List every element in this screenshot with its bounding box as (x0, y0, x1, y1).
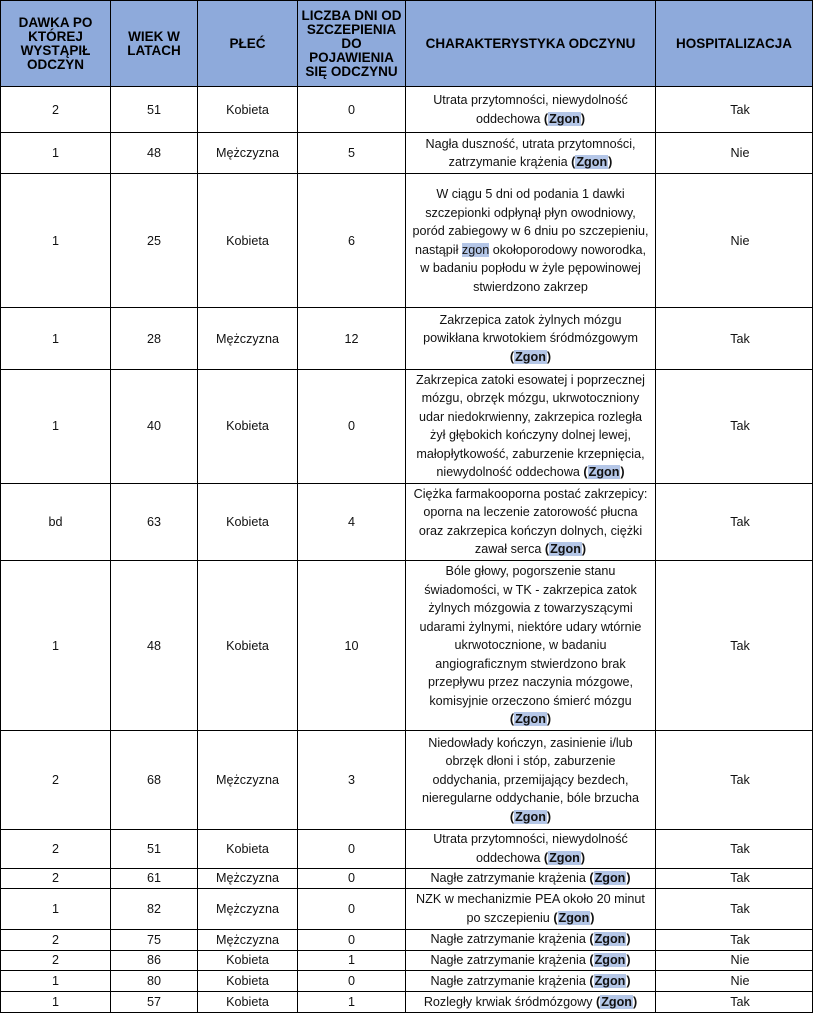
cell-characteristics: Niedowłady kończyn, zasinienie i/lub obrzęk dłoni i stóp, zaburzenie oddychania, przemijający bezdech, nieregularne oddychanie, bóle brzucha (Zgon) (406, 731, 656, 829)
cell-sex: Kobieta (198, 174, 298, 308)
table-row (1, 133, 813, 174)
zgon-badge: Zgon (594, 870, 626, 885)
cell-age: 80 (111, 970, 198, 991)
cell-dose: 2 (1, 87, 111, 133)
cell-age: 86 (111, 950, 198, 970)
table-row (1, 87, 813, 133)
zgon-badge: Zgon (549, 111, 580, 126)
cell-age: 51 (111, 87, 198, 133)
table-row (1, 483, 813, 560)
cell-days: 0 (298, 369, 406, 483)
cell-days: 0 (298, 87, 406, 133)
cell-characteristics: Utrata przytomności, niewydolność oddechowa (Zgon) (406, 87, 656, 133)
cell-dose: 1 (1, 308, 111, 369)
cell-days: 0 (298, 868, 406, 888)
cell-hospitalization: Nie (656, 950, 813, 970)
cell-sex: Kobieta (198, 950, 298, 970)
table-row (1, 174, 813, 308)
zgon-badge: Zgon (594, 932, 626, 947)
cell-dose: bd (1, 483, 111, 560)
cell-sex: Kobieta (198, 369, 298, 483)
reaction-text: Utrata przytomności, niewydolność oddechowa (433, 93, 628, 126)
reaction-text: Nagłe zatrzymanie krążenia (430, 953, 586, 968)
cell-sex: Mężczyzna (198, 929, 298, 950)
cell-dose: 1 (1, 174, 111, 308)
cell-characteristics: Bóle głowy, pogorszenie stanu świadomości, w TK - zakrzepica zatok żylnych mózgowia z towarzyszącymi udarami żylnymi, niektóre udary wtórnie ukrwotocznione, w badaniu angiograficznym stwierdzono brak przepływu przez naczynia mózgowe, komisyjnie orzeczono śmierć mózgu (Zgon) (406, 560, 656, 730)
cell-age: 61 (111, 868, 198, 888)
cell-age: 28 (111, 308, 198, 369)
table-row (1, 829, 813, 868)
cell-dose: 2 (1, 731, 111, 829)
cell-days: 4 (298, 483, 406, 560)
reaction-text: Zakrzepica zatoki esowatej i poprzecznej mózgu, obrzęk mózgu, ukrwotoczniony udar niedokrwienny, zakrzepica rozległa żył głębokich kończyny dolnej lewej, małopłytkowość, zaburzenie krzepnięcia, niewydolność oddechowa (416, 372, 645, 480)
table-row (1, 888, 813, 929)
cell-dose: 2 (1, 950, 111, 970)
cell-age: 75 (111, 929, 198, 950)
table-row (1, 868, 813, 888)
reaction-text: Ciężka farmakooporna postać zakrzepicy: oporna na leczenie zatorowość płucna oraz zakrzepica kończyn dolnych, ciężki zawał serca (413, 486, 648, 557)
table-row (1, 369, 813, 483)
cell-sex: Mężczyzna (198, 888, 298, 929)
cell-characteristics: Utrata przytomności, niewydolność oddechowa (Zgon) (406, 829, 656, 868)
zgon-badge: Zgon (515, 712, 546, 727)
header-characteristics: CHARAKTERYSTYKA ODCZYNU (406, 1, 656, 87)
zgon-badge: Zgon (594, 953, 626, 968)
zgon-badge: Zgon (601, 994, 632, 1009)
cell-age: 40 (111, 369, 198, 483)
zgon-badge: Zgon (550, 542, 581, 557)
table-header-row (1, 1, 813, 87)
cell-days: 6 (298, 174, 406, 308)
cell-age: 48 (111, 133, 198, 174)
zgon-badge: Zgon (576, 155, 608, 170)
cell-dose: 2 (1, 929, 111, 950)
cell-hospitalization: Tak (656, 991, 813, 1012)
cell-hospitalization: Nie (656, 970, 813, 991)
cell-days: 12 (298, 308, 406, 369)
cell-sex: Kobieta (198, 970, 298, 991)
cell-age: 82 (111, 888, 198, 929)
cell-dose: 1 (1, 560, 111, 730)
header-dose: DAWKA PO KTÓREJ WYSTĄPIŁ ODCZYN (1, 1, 111, 87)
cell-days: 3 (298, 731, 406, 829)
reaction-text: Nagłe zatrzymanie krążenia (430, 870, 586, 885)
cell-characteristics: Nagłe zatrzymanie krążenia (Zgon) (406, 868, 656, 888)
cell-sex: Kobieta (198, 87, 298, 133)
cell-sex: Mężczyzna (198, 868, 298, 888)
cell-age: 68 (111, 731, 198, 829)
cell-characteristics: Nagłe zatrzymanie krążenia (Zgon) (406, 929, 656, 950)
cell-hospitalization: Tak (656, 829, 813, 868)
cell-dose: 1 (1, 888, 111, 929)
reaction-text: Nagła duszność, utrata przytomności, zatrzymanie krążenia (425, 136, 636, 170)
cell-sex: Kobieta (198, 991, 298, 1012)
cell-dose: 1 (1, 991, 111, 1012)
cell-age: 48 (111, 560, 198, 730)
cell-days: 1 (298, 991, 406, 1012)
zgon-badge: Zgon (515, 349, 546, 364)
cell-characteristics: NZK w mechanizmie PEA około 20 minut po szczepieniu (Zgon) (406, 888, 656, 929)
cell-characteristics: Ciężka farmakooporna postać zakrzepicy: oporna na leczenie zatorowość płucna oraz zakrzepica kończyn dolnych, ciężki zawał serca (Zgon) (406, 483, 656, 560)
reaction-text: Rozległy krwiak śródmózgowy (423, 994, 593, 1009)
cell-sex: Kobieta (198, 829, 298, 868)
cell-characteristics: Nagłe zatrzymanie krążenia (Zgon) (406, 950, 656, 970)
cell-sex: Mężczyzna (198, 308, 298, 369)
cell-hospitalization: Nie (656, 174, 813, 308)
cell-dose: 2 (1, 868, 111, 888)
reaction-text: NZK w mechanizmie PEA około 20 minut po szczepieniu (416, 892, 645, 925)
reaction-text: Bóle głowy, pogorszenie stanu świadomości, w TK - zakrzepica zatok żylnych mózgowia z towarzyszącymi udarami żylnymi, niektóre udary wtórnie ukrwotocznione, w badaniu angiograficznym stwierdzono brak przepływu przez naczynia mózgowe, komisyjnie orzeczono śmierć mózgu (419, 564, 642, 708)
cell-sex: Mężczyzna (198, 133, 298, 174)
cell-characteristics: Rozległy krwiak śródmózgowy (Zgon) (406, 991, 656, 1012)
cell-dose: 1 (1, 369, 111, 483)
cell-hospitalization: Tak (656, 560, 813, 730)
cell-dose: 1 (1, 970, 111, 991)
cell-days: 5 (298, 133, 406, 174)
cell-hospitalization: Tak (656, 731, 813, 829)
cell-days: 1 (298, 950, 406, 970)
cell-hospitalization: Tak (656, 87, 813, 133)
cell-characteristics: Zakrzepica zatoki esowatej i poprzecznej mózgu, obrzęk mózgu, ukrwotoczniony udar niedokrwienny, zakrzepica rozległa żył głębokich kończyny dolnej lewej, małopłytkowość, zaburzenie krzepnięcia, niewydolność oddechowa (Zgon) (406, 369, 656, 483)
cell-age: 63 (111, 483, 198, 560)
reaction-text: Nagłe zatrzymanie krążenia (430, 973, 586, 988)
header-hospitalization: HOSPITALIZACJA (656, 1, 813, 87)
cell-hospitalization: Tak (656, 868, 813, 888)
cell-characteristics: Zakrzepica zatok żylnych mózgu powikłana krwotokiem śródmózgowym (Zgon) (406, 308, 656, 369)
reaction-text: W ciągu 5 dni od podania 1 dawki szczepionki odpłynął płyn owodniowy, poród zabiegowy w 6 dniu po szczepieniu, nastąpił (412, 187, 649, 257)
zgon-badge: Zgon (594, 973, 626, 988)
table-row (1, 929, 813, 950)
cell-characteristics (406, 174, 656, 308)
cell-dose: 1 (1, 133, 111, 174)
cell-characteristics: Nagłe zatrzymanie krążenia (Zgon) (406, 970, 656, 991)
cell-days: 0 (298, 888, 406, 929)
cell-dose: 2 (1, 829, 111, 868)
header-days: LICZBA DNI OD SZCZEPIENIA DO POJAWIENIA SIĘ ODCZYNU (298, 1, 406, 87)
cell-days: 0 (298, 970, 406, 991)
reaction-text: Niedowłady kończyn, zasinienie i/lub obrzęk dłoni i stóp, zaburzenie oddychania, przemijający bezdech, nieregularne oddychanie, bóle brzucha (421, 735, 640, 806)
cell-age: 57 (111, 991, 198, 1012)
reaction-text-cont: okołoporodowy noworodka, w badaniu popłodu w żyle pępowinowej stwierdzono zakrzep (420, 242, 647, 294)
reaction-text: Zakrzepica zatok żylnych mózgu powikłana krwotokiem śródmózgowym (423, 312, 638, 346)
cell-sex: Kobieta (198, 560, 298, 730)
cell-days: 0 (298, 829, 406, 868)
header-age: WIEK W LATACH (111, 1, 198, 87)
cell-hospitalization: Tak (656, 369, 813, 483)
cell-hospitalization: Tak (656, 483, 813, 560)
table-row (1, 970, 813, 991)
zgon-inline-word: zgon (461, 242, 490, 257)
table-row (1, 950, 813, 970)
cell-days: 0 (298, 929, 406, 950)
table-row (1, 731, 813, 829)
zgon-badge: Zgon (588, 465, 620, 480)
cell-characteristics: Nagła duszność, utrata przytomności, zatrzymanie krążenia (Zgon) (406, 133, 656, 174)
cell-hospitalization: Tak (656, 888, 813, 929)
cell-hospitalization: Tak (656, 929, 813, 950)
table-row (1, 560, 813, 730)
cell-age: 25 (111, 174, 198, 308)
header-sex: PŁEĆ (198, 1, 298, 87)
cell-hospitalization: Nie (656, 133, 813, 174)
zgon-badge: Zgon (549, 850, 580, 865)
table-row (1, 991, 813, 1012)
cell-age: 51 (111, 829, 198, 868)
reaction-text: Nagłe zatrzymanie krążenia (430, 932, 586, 947)
cell-sex: Kobieta (198, 483, 298, 560)
zgon-badge: Zgon (558, 910, 590, 925)
reaction-text: Utrata przytomności, niewydolność oddechowa (433, 832, 628, 865)
table-row (1, 308, 813, 369)
zgon-badge: Zgon (515, 809, 546, 824)
cell-days: 10 (298, 560, 406, 730)
cell-sex: Mężczyzna (198, 731, 298, 829)
cell-hospitalization: Tak (656, 308, 813, 369)
